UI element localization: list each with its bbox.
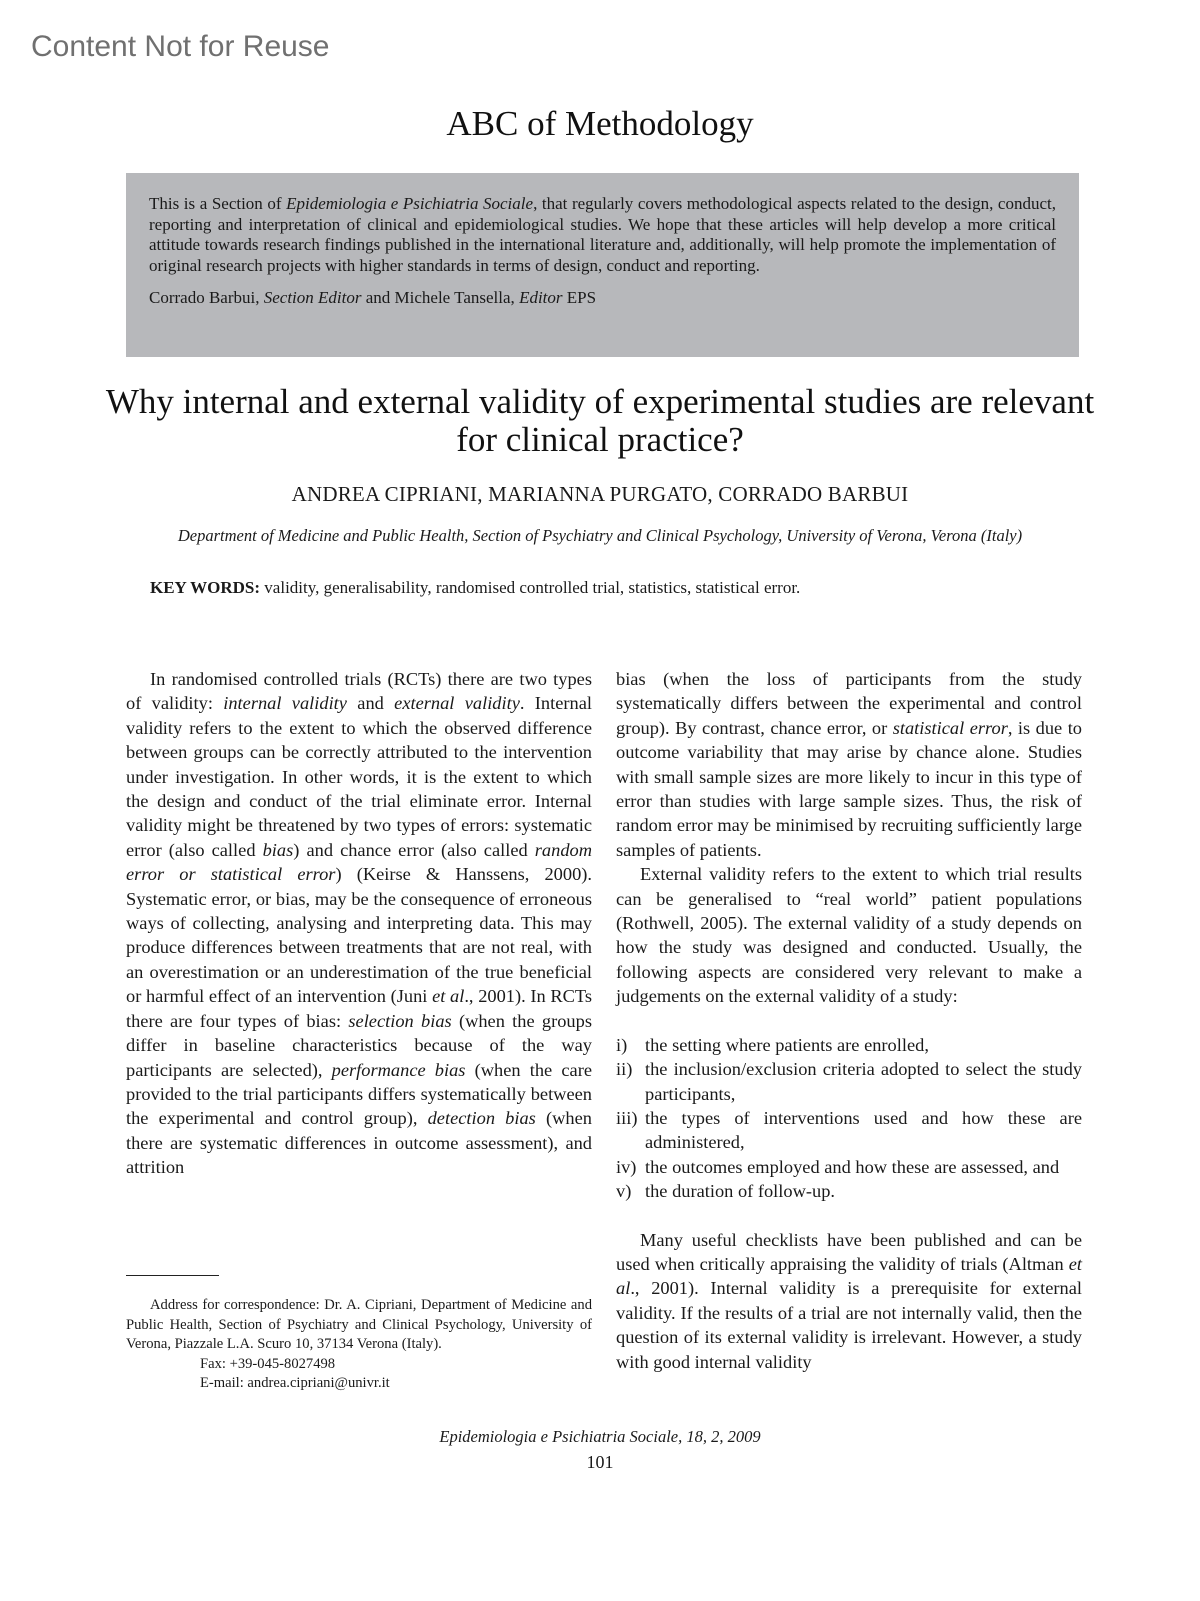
editor-name: and Michele Tansella, xyxy=(361,288,520,307)
correspondence-email[interactable]: E-mail: andrea.cipriani@univr.it xyxy=(200,1375,390,1391)
correspondence-address: Address for correspondence: Dr. A. Cipriani, Department of Medicine and Public Health, Section of Psychiatry and Clinical Psychology, University of Verona, Piazzale L.A. Scuro 10, 37134 Verona (Italy). xyxy=(126,1297,592,1352)
footnote-rule xyxy=(126,1275,219,1276)
list-item: ii) the inclusion/exclusion criteria adopted to select the study participants, xyxy=(616,1059,1082,1104)
section-title: ABC of Methodology xyxy=(446,104,754,143)
editor-suffix: EPS xyxy=(562,288,597,307)
list-item: iv) the outcomes employed and how these are assessed, and xyxy=(616,1156,1060,1177)
body-column-right xyxy=(616,667,1082,1374)
journal-name: Epidemiologia e Psichiatria Sociale xyxy=(286,194,534,213)
editor-signature xyxy=(149,288,1056,309)
body-paragraph: In randomised controlled trials (RCTs) there are two types of validity: internal validity and external validity. Internal validity refers to the extent to which the observed difference between groups can be correctly attributed to the intervention under investigation. In other words, it is the extent to which the design and conduct of the trial eliminate error. Internal validity might be threatened by two types of errors: systematic error (also called bias) and chance error (also called random error or statistical error) (Keirse & Hanssens, 2000). Systematic error, or bias, may be the consequence of erroneous ways of collecting, analysing and interpreting data. This may produce differences between treatments that are not real, with an overestimation or an underestimation of the true beneficial or harmful effect of an intervention (Juni et al., 2001). In RCTs there are four types of bias: selection bias (when the groups differ in baseline characteristics because of the way participants are selected), performance bias (when the care provided to the trial participants differs systematically between the experimental and control group), detection bias (when there are systematic differences in outcome assessment), and attrition xyxy=(126,669,592,1178)
editor-role: Section Editor xyxy=(263,288,362,307)
list-item: v) the duration of follow-up. xyxy=(616,1181,835,1202)
article-title: Why internal and external validity of experimental studies are relevant for clinical practice? xyxy=(105,382,1095,459)
body-column-left xyxy=(126,667,592,1180)
editor-name: Corrado Barbui, xyxy=(149,288,264,307)
page-number: 101 xyxy=(586,1452,614,1472)
editor-role: Editor xyxy=(519,288,563,307)
body-paragraph: External validity refers to the extent to which trial results can be generalised to “real world” patient populations (Rothwell, 2005). The external validity of a study depends on how the study was designed and conducted. Usually, the following aspects are considered very relevant to make a judgements on the external validity of a study: xyxy=(616,864,1082,1007)
list-item: iii) the types of interventions used and how these are administered, xyxy=(616,1107,1082,1153)
journal-citation: Epidemiologia e Psichiatria Sociale, 18, 2, 2009 xyxy=(439,1427,761,1446)
validity-aspects-list xyxy=(616,1033,1082,1204)
intro-text: This is a Section of xyxy=(149,194,287,213)
keywords-label: KEY WORDS: xyxy=(150,578,261,597)
author-affiliation: Department of Medicine and Public Health, Section of Psychiatry and Clinical Psychology, University of Verona, Verona (Italy) xyxy=(177,526,1023,545)
correspondence-footnote xyxy=(126,1296,592,1394)
body-paragraph: Many useful checklists have been published and can be used when critically appraising the validity of trials (Altman et al., 2001). Internal validity is a prerequisite for external validity. If the results of a trial are not internally valid, then the question of its external validity is irrelevant. However, a study with good internal validity xyxy=(616,1229,1082,1372)
watermark: Content Not for Reuse xyxy=(31,30,330,63)
keywords-list: validity, generalisability, randomised controlled trial, statistics, statistical error. xyxy=(260,578,801,597)
section-intro-box xyxy=(126,173,1079,357)
author-list: ANDREA CIPRIANI, MARIANNA PURGATO, CORRADO BARBUI xyxy=(291,482,909,506)
body-paragraph: bias (when the loss of participants from the study systematically differs between the experimental and control group). By contrast, chance error, or statistical error, is due to outcome variability that may arise by chance alone. Studies with small sample sizes are more likely to incur in this type of error than studies with large sample sizes. Thus, the risk of random error may be minimised by recruiting sufficiently large samples of patients. xyxy=(616,669,1082,860)
keywords xyxy=(150,578,800,598)
intro-paragraph xyxy=(149,194,1056,276)
intro-text: , that regularly covers methodological aspects related to the design, conduct, reporting and interpretation of clinical and epidemiological studies. We hope that these articles will help develop a more critical attitude towards research findings published in the international literature and, additionally, will help promote the implementation of original research projects with higher standards in terms of design, conduct and reporting. xyxy=(149,194,1056,275)
correspondence-fax: Fax: +39-045-8027498 xyxy=(200,1355,336,1372)
list-item: i) the setting where patients are enrolled, xyxy=(616,1034,929,1055)
